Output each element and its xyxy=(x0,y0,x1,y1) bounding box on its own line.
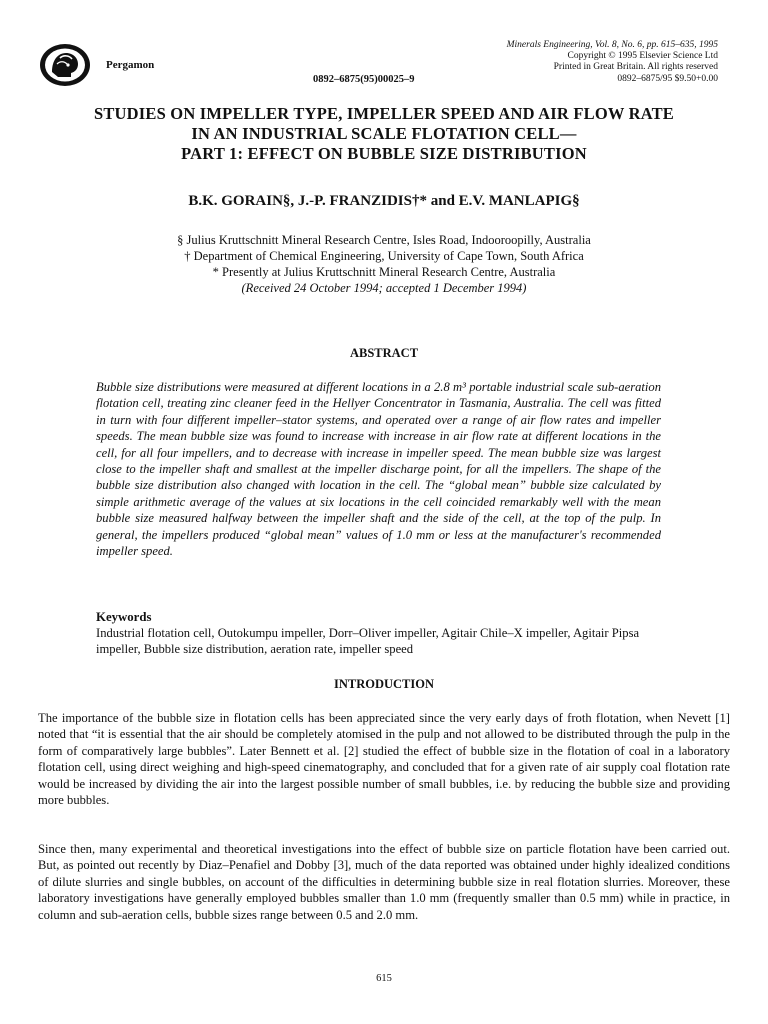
affiliations xyxy=(40,232,728,296)
intro-paragraph-1: The importance of the bubble size in flotation cells has been appreciated since the very early days of froth flotation, when Nevett [1] noted that “it is essential that the air should be completely atomised in the pulp and not allowed to be distributed through the pulp in the form of comparatively large bubbles”. Later Bennett et al. [2] studied the effect of bubble size in the flotation of coal in a laboratory flotation cell, using direct weighing and high-speed cinematography, and concluded that for a given rate of air supply coal flotation rate would be increased by dividing the air into the largest possible number of small bubbles, i.e. by reducing the bubble size and providing more bubbles. xyxy=(38,711,730,808)
introduction-heading: INTRODUCTION xyxy=(333,677,434,691)
keywords-text: Industrial flotation cell, Outokumpu impeller, Dorr–Oliver impeller, Agitair Chile–X impeller, Agitair Pipsa impeller, Bubble size distribution, aeration rate, impeller speed xyxy=(96,626,640,657)
title-line-1: STUDIES ON IMPELLER TYPE, IMPELLER SPEED AND AIR FLOW RATE xyxy=(93,104,675,123)
article-issn: 0892–6875(95)00025–9 xyxy=(313,74,415,85)
title-line-2: IN AN INDUSTRIAL SCALE FLOTATION CELL— xyxy=(191,124,577,143)
keywords-heading: Keywords xyxy=(96,610,152,624)
journal-citation: Minerals Engineering, Vol. 8, No. 6, pp. 615–635, 1995 xyxy=(506,40,718,50)
affiliation-3: * Presently at Julius Kruttschnitt Mineral Research Centre, Australia xyxy=(212,265,556,279)
abstract-text: Bubble size distributions were measured at different locations in a 2.8 m³ portable industrial scale sub-aeration flotation cell, treating zinc cleaner feed in the Hellyer Concentrator in Tasmania, Australia. The cell was fitted in turn with four different impeller–stator systems, and operated over a range of air flow rates and impeller speeds. The mean bubble size was found to increase with increase in air flow rate at different locations in the cell, for all four impellers, and to decrease with increase in impeller speed. The mean bubble size was largest close to the impeller shaft and smallest at the impeller discharge point, for all the impellers. The shape of the bubble size distribution also changed with location in the cell. The “global mean” bubble size calculated by simple arithmetic average of the values at six locations in the cell coincided remarkably well with the mean bubble size measured halfway between the impeller shaft and the side of the cell, at the top of the pulp. In general, the impellers produced “global mean” values of 1.0 mm or less at the manufacturer's recommended impeller speed. xyxy=(96,380,661,559)
paper-title xyxy=(40,104,728,164)
title-line-3: PART 1: EFFECT ON BUBBLE SIZE DISTRIBUTION xyxy=(181,144,587,163)
copyright-line: Copyright © 1995 Elsevier Science Ltd xyxy=(567,51,718,62)
printed-line: Printed in Great Britain. All rights reserved xyxy=(553,62,718,73)
affiliation-1: § Julius Kruttschnitt Mineral Research Centre, Isles Road, Indooroopilly, Australia xyxy=(177,233,591,247)
affiliation-2: † Department of Chemical Engineering, University of Cape Town, South Africa xyxy=(184,249,584,263)
page-number: 615 xyxy=(376,973,392,984)
price-line: 0892–6875/95 $9.50+0.00 xyxy=(617,73,718,84)
author-list: B.K. GORAIN§, J.-P. FRANZIDIS†* and E.V. MANLAPIG§ xyxy=(188,193,580,209)
publisher-name: Pergamon xyxy=(106,59,155,71)
publisher-logo-icon xyxy=(38,42,92,88)
abstract-heading: ABSTRACT xyxy=(349,346,419,360)
journal-metadata xyxy=(418,40,718,85)
received-dates: (Received 24 October 1994; accepted 1 December 1994) xyxy=(241,281,527,295)
intro-paragraph-2: Since then, many experimental and theoretical investigations into the effect of bubble size on particle flotation have been carried out. But, as pointed out recently by Diaz–Penafiel and Dobby [3], much of the data reported was obtained under highly idealized conditions of dilute slurries and single bubbles, on account of the difficulties in determining bubble size in real flotation slurries. Moreover, these laboratory investigations have generally employed bubbles smaller than 1.0 mm (frequently smaller than 0.5 mm) while in practice, in column and sub-aeration cells, bubble sizes range between 0.5 and 2.0 mm. xyxy=(38,842,730,922)
